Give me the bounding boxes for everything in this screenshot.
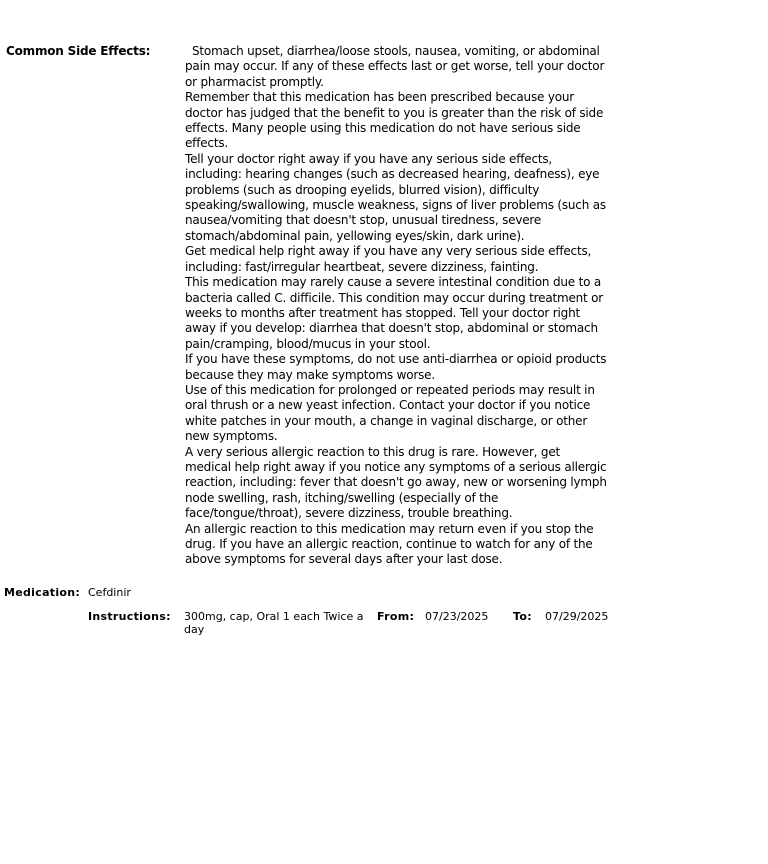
from-label: From: [377,610,415,623]
side-effects-text [185,44,609,568]
side-effects-paragraph: Stomach upset, diarrhea/loose stools, nausea, vomiting, or abdominal pain may occur. If any of these effects last or get worse, tell your doctor or pharmacist promptly. [185,44,605,89]
instructions-value: 300mg, cap, Oral 1 each Twice a day [184,610,364,636]
from-date: 07/23/2025 [425,610,489,623]
to-date: 07/29/2025 [545,610,609,623]
medication-name: Cefdinir [88,586,131,599]
side-effects-paragraph: If you have these symptoms, do not use anti-diarrhea or opioid products because they may make symptoms worse. [185,352,607,382]
side-effects-paragraph: An allergic reaction to this medication may return even if you stop the drug. If you have an allergic reaction, continue to watch for any of the above symptoms for several days after your last dose. [185,521,594,567]
side-effects-label: Common Side Effects: [6,44,151,58]
side-effects-paragraph: This medication may rarely cause a severe intestinal condition due to a bacteria called C. difficile. This condition may occur during treatment or weeks to months after treatment has stopped. Tell your doctor right away if you develop: diarrhea that doesn't stop, abdominal or stomach pain/cramping, blood/mucus in your stool. [185,275,604,351]
instructions-label: Instructions: [88,610,171,623]
to-label: To: [513,610,532,623]
side-effects-paragraph: Use of this medication for prolonged or repeated periods may result in oral thrush or a new yeast infection. Contact your doctor if you notice white patches in your mouth, a change in vaginal discharge, or other new symptoms. [185,382,595,444]
medication-label: Medication: [4,586,81,599]
side-effects-paragraph: Remember that this medication has been prescribed because your doctor has judged that the benefit to you is greater than the risk of side effects. Many people using this medication do not have serious side effects. [185,90,604,151]
side-effects-paragraph: Tell your doctor right away if you have any serious side effects, including: hearing changes (such as decreased hearing, deafness), eye problems (such as drooping eyelids, blurred vision), difficulty speaking/swallowing, muscle weakness, signs of liver problems (such as nausea/vomiting that doesn't stop, unusual tiredness, severe stomach/abdominal pain, yellowing eyes/skin, dark urine). [185,151,606,243]
side-effects-paragraph: Get medical help right away if you have any very serious side effects, including: fast/irregular heartbeat, severe dizziness, fainting. [185,244,592,274]
side-effects-paragraph: A very serious allergic reaction to this drug is rare. However, get medical help right away if you notice any symptoms of a serious allergic reaction, including: fever that doesn't go away, new or worsening lymph node swelling, rash, itching/swelling (especially of the face/tongue/throat), severe dizziness, trouble breathing. [185,444,607,521]
